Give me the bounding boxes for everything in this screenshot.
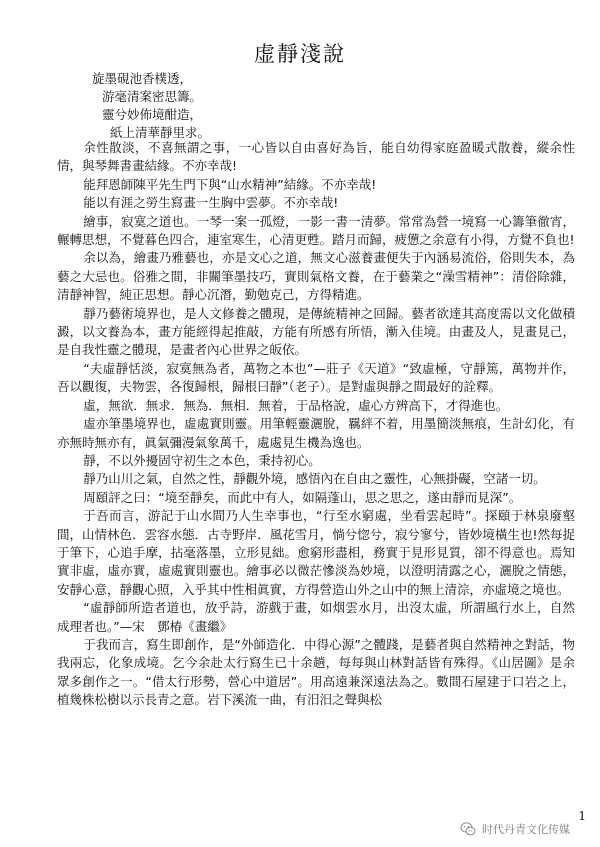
page-title: 虚靜淺說 [254,42,346,66]
watermark-footer [460,819,570,839]
paragraph: “夫虛靜恬淡，寂寞無為者，萬物之本也”—莊子《天道》“致虛極，守靜篤，萬物并作，吾以觀復，夫物雲，各復歸根，歸根曰靜”（老子）。是對虛與靜之間最好的詮釋。 [57,360,575,395]
account-name: 时代丹青文化传媒 [482,823,570,836]
paragraph: 繪事，寂寞之道也。一琴一案一孤燈，一影一書一清夢。常常為營一境寫一心籌筆徹宵，輾轉思想，不覺暮色四合，連室寒生，心清更甦。踏月而歸，疲憊之余意有小得，方覺不負也! [57,213,575,248]
paragraph: 能拜恩師陳平先生門下與“山水精神”結緣。不亦幸哉! [83,176,377,192]
paragraph: “虛靜師所造者道也，放乎詩，游戲于畫，如烟雲水月，出沒太虛，所謂風行水上，自然成理者也。”—宋 鄧椿《畫繼》 [57,600,575,634]
paragraph: 虛亦筆墨境界也，虛處實則靈。用筆輕靈灑脫，羈絆不着，用墨簡淡無痕，生計幻化，有亦無時無亦有，眞氣彌漫氣象萬千，處處見生機為逸也。 [57,416,575,450]
poem-line-2: 游毫清案密思籌。 [102,89,203,104]
paragraph: 于吾而言，游記于山水間乃人生幸事也，“行至水窮處，坐看雲起時”。探頤于林泉廢壑間，山情林色．雲容水態．古寺野岸．風花雪月，惝兮惚兮，寂兮寥兮，皆妙境橫生也!然每捉于筆下，心追手摩，拈毫落墨，立形見絀。愈窮形盡相，務實于見形見質，卻不得意也。焉知實非虛，虛亦實，虛處實則靈也。繪事必以微茫慘淡為妙境，以澄明清露之心，灑脫之情態，安靜心意，靜觀心照，入乎其中性相眞實，方得營造山外之山中的無上清淙，亦虛境之境也。 [57,508,575,597]
paragraph: 于我而言，寫生即創作，是“外師造化．中得心源”之體踐，是藝者與自然精神之對話，物我兩忘，化象成境。乞今余赴太行寫生已十余趟，每每與山林對話皆有殊得。《山居圖》是余眾多創作之一。“借太行形勢，營心中道居”。用高遠兼深遠法為之。數間石屋建于口岩之上，植幾株松樹以示長青之意。岩下溪流一曲，有汨汨之聲與松 [57,636,575,708]
paragraph: 靜，不以外擾固守初生之本色，秉持初心。 [83,452,321,468]
body-text [57,139,575,710]
paragraph: 靜乃藝術境界也，是人文修養之體現，是傳統精神之回歸。藝者欲達其高度需以文化做積澱，以文養為本，畫方能經得起推敲，方能有所感有所悟，漸入佳境。由畫及人，見畫見己，是自我性靈之體現，是畫者內心世界之皈依。 [57,305,575,358]
poem-line-4: 紙上清華靜里求。 [110,125,211,140]
paragraph: 虛，無欲．無求．無為．無相．無着，于品格說，虛心方辨高下，才得進也。 [83,397,509,413]
paragraph: 靜乃山川之氣，自然之性，靜觀外境，感悟內在自由之靈性，心無掛礙，空諸一切。 [83,471,546,487]
poem-line-3: 靈兮妙佈境酣造， [102,107,203,122]
paragraph: 余以為，繪畫乃雅藝也，亦是文心之道，無文心滋養畫便失于內涵易流俗，俗則失本，為藝之大忌也。俗雅之間，非關筆墨技巧，實則氣格文養，在于藝業之“澡雪精神”：清俗除雜，清靜神智，純正思想。靜心沉潛，勤勉克己，方得精進。 [57,250,575,303]
paragraph: 余性散淡，不喜無謂之事，一心皆以自由喜好為旨，能自幼得家庭盈暖式散養，縱余性情，與琴舞書畫結緣。不亦幸哉! [57,140,575,174]
paragraph: 能以有涯之勞生寫畫一生胸中雲夢。不亦幸哉! [83,195,339,211]
poem-line-1: 旋墨硯池香樸透， [92,71,193,86]
page-number: 1 [578,809,586,823]
wechat-icon [460,821,476,837]
paragraph: 周頤評之曰：“境至靜矣，而此中有人，如隔蓬山，思之思之，遂由靜而見深”。 [83,489,522,505]
